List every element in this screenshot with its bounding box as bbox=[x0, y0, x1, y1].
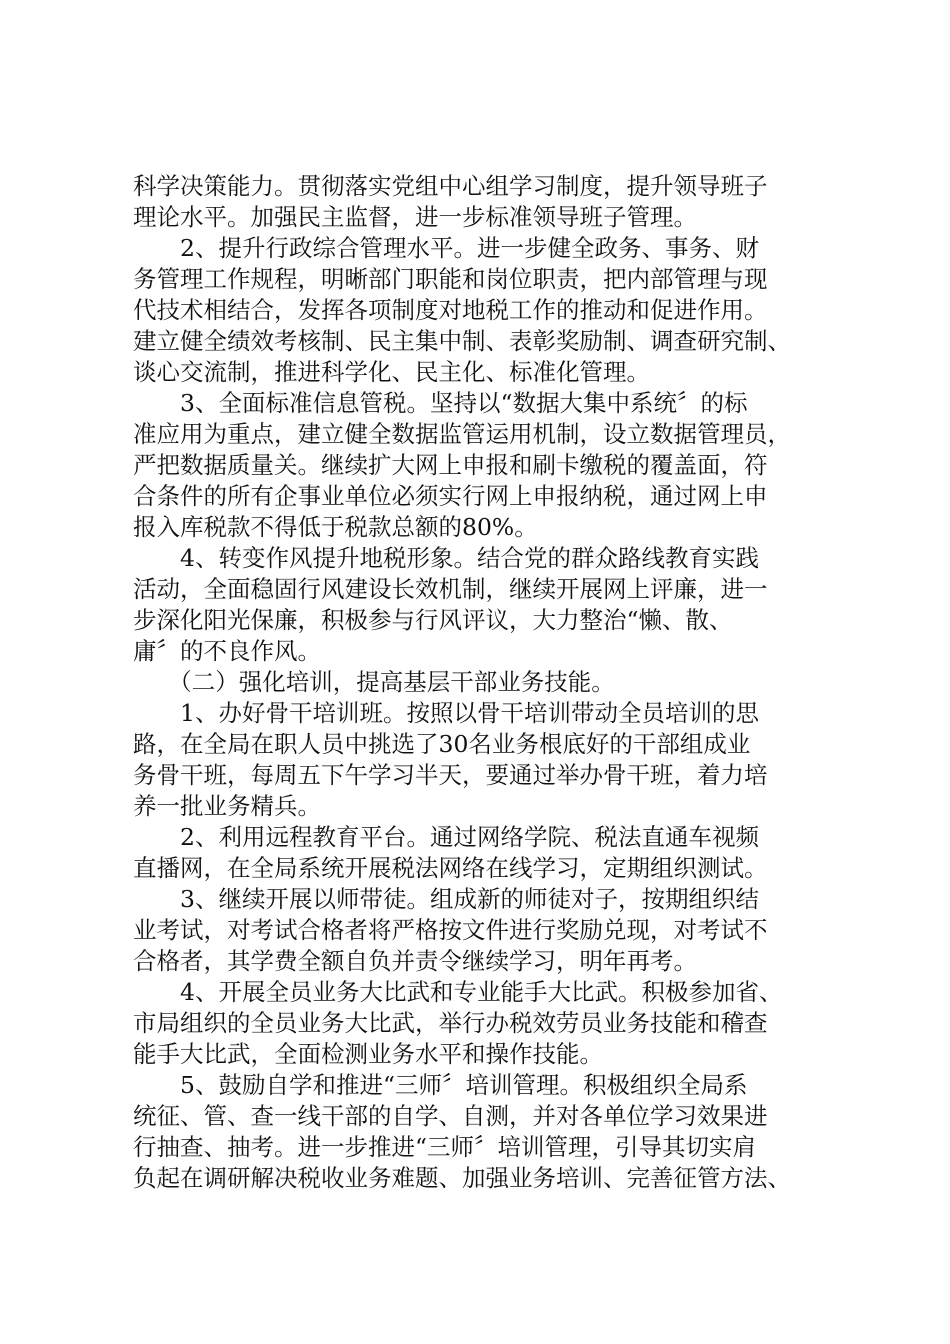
text-line: 负起在调研解决税收业务难题、加强业务培训、完善征管方法、 bbox=[133, 1164, 791, 1192]
text-line: 合格者，其学费全额自负并责令继续学习，明年再考。 bbox=[133, 947, 697, 975]
text-line: 报入库税款不得低于税款总额的80%。 bbox=[133, 513, 538, 541]
text-line: 4、开展全员业务大比武和专业能手大比武。积极参加省、 bbox=[133, 978, 783, 1006]
body-text bbox=[133, 171, 833, 1194]
text-line: 建立健全绩效考核制、民主集中制、表彰奖励制、调查研究制、 bbox=[133, 327, 791, 355]
text-line: 2、利用远程教育平台。通过网络学院、税法直通车视频 bbox=[133, 823, 759, 851]
text-line: 谈心交流制，推进科学化、民主化、标准化管理。 bbox=[133, 358, 650, 386]
text-line: 统征、管、查一线干部的自学、自测，并对各单位学习效果进 bbox=[133, 1102, 768, 1130]
text-line: 行抽查、抽考。进一步推进“三师〞培训管理，引导其切实肩 bbox=[133, 1133, 757, 1161]
text-line: 代技术相结合，发挥各项制度对地税工作的推动和促进作用。 bbox=[133, 296, 768, 324]
text-line: 市局组织的全员业务大比武，举行办税效劳员业务技能和稽查 bbox=[133, 1009, 768, 1037]
text-line: 合条件的所有企事业单位必须实行网上申报纳税，通过网上申 bbox=[133, 482, 768, 510]
text-line: 3、继续开展以师带徒。组成新的师徒对子，按期组织结 bbox=[133, 885, 759, 913]
text-line: 务管理工作规程，明晰部门职能和岗位职责，把内部管理与现 bbox=[133, 265, 768, 293]
text-line: 理论水平。加强民主监督，进一步标准领导班子管理。 bbox=[133, 203, 697, 231]
text-line: 路，在全局在职人员中挑选了30名业务根底好的干部组成业 bbox=[133, 730, 751, 758]
text-line: （二）强化培训，提高基层干部业务技能。 bbox=[133, 668, 615, 696]
text-line: 庸〞的不良作风。 bbox=[133, 637, 321, 665]
text-line: 2、提升行政综合管理水平。进一步健全政务、事务、财 bbox=[133, 234, 759, 262]
text-line: 务骨干班，每周五下午学习半天，要通过举办骨干班，着力培 bbox=[133, 761, 768, 789]
text-line: 步深化阳光保廉，积极参与行风评议，大力整治“懒、散、 bbox=[133, 606, 733, 634]
text-line: 活动，全面稳固行风建设长效机制，继续开展网上评廉，进一 bbox=[133, 575, 768, 603]
text-line: 3、全面标准信息管税。坚持以“数据大集中系统〞的标 bbox=[133, 389, 748, 417]
text-line: 直播网，在全局系统开展税法网络在线学习，定期组织测试。 bbox=[133, 854, 768, 882]
text-line: 5、鼓励自学和推进“三师〞培训管理。积极组织全局系 bbox=[133, 1071, 748, 1099]
text-line: 1、办好骨干培训班。按照以骨干培训带动全员培训的思 bbox=[133, 699, 759, 727]
text-line: 养一批业务精兵。 bbox=[133, 792, 321, 820]
text-line: 能手大比武，全面检测业务水平和操作技能。 bbox=[133, 1040, 603, 1068]
text-line: 业考试，对考试合格者将严格按文件进行奖励兑现，对考试不 bbox=[133, 916, 768, 944]
text-line: 准应用为重点，建立健全数据监管运用机制，设立数据管理员， bbox=[133, 420, 791, 448]
text-line: 严把数据质量关。继续扩大网上申报和刷卡缴税的覆盖面，符 bbox=[133, 451, 768, 479]
text-line: 科学决策能力。贯彻落实党组中心组学习制度，提升领导班子 bbox=[133, 172, 768, 200]
text-line: 4、转变作风提升地税形象。结合党的群众路线教育实践 bbox=[133, 544, 759, 572]
